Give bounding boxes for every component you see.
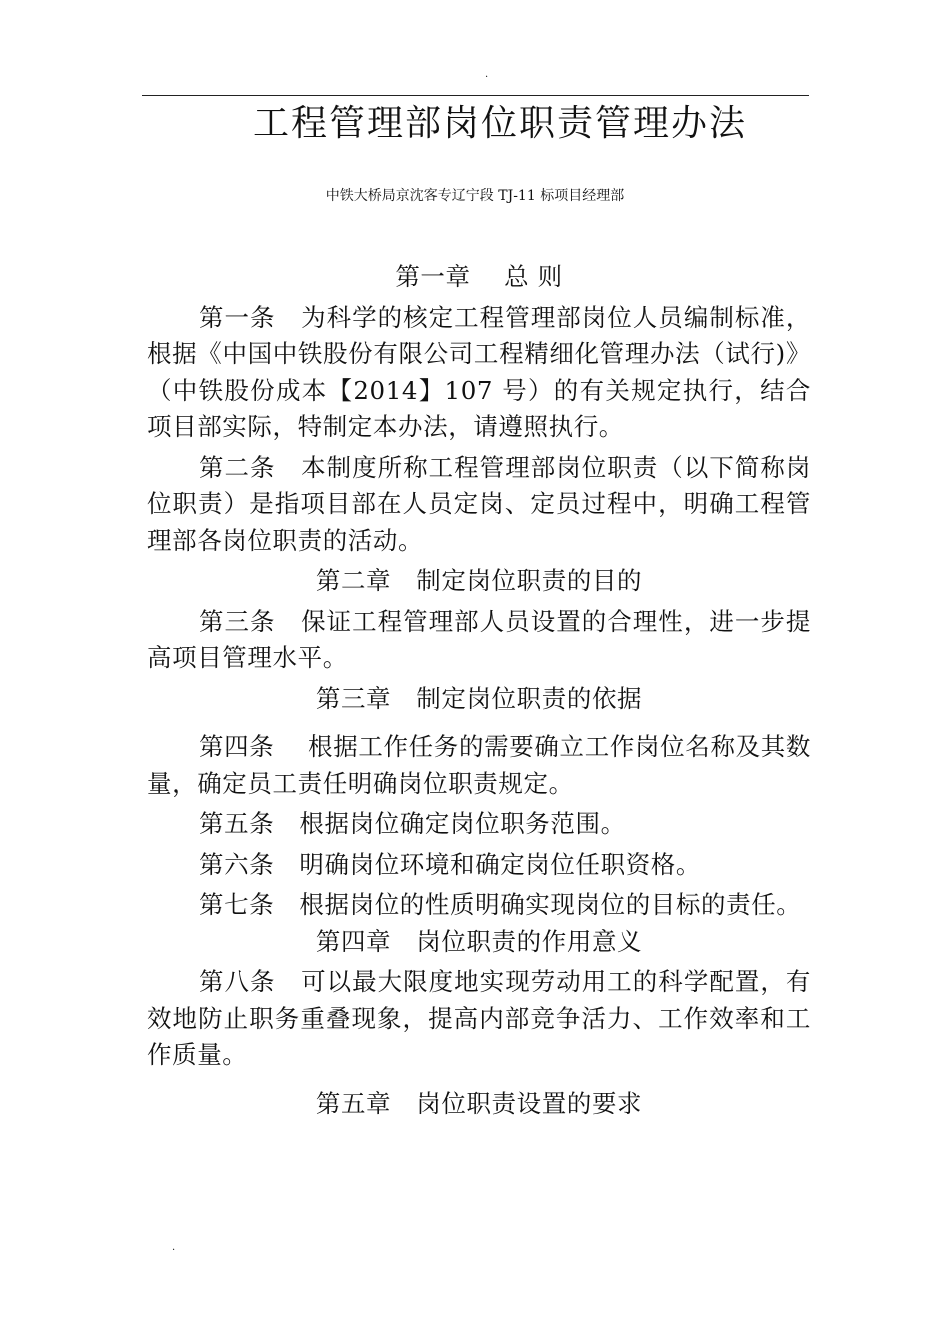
article-8: 第八条 可以最大限度地实现劳动用工的科学配置，有效地防止职务重叠现象，提高内部竞争活力、工作效率和工作质量。 [147, 967, 811, 1069]
chapter-2-heading: 第二章 制定岗位职责的目的 [315, 566, 643, 595]
article-3: 第三条 保证工程管理部人员设置的合理性，进一步提高项目管理水平。 [147, 606, 811, 672]
article-2: 第二条 本制度所称工程管理部岗位职责（以下简称岗位职责）是指项目部在人员定岗、定员过程中，明确工程管理部各岗位职责的活动。 [147, 452, 811, 555]
chapter-3-heading: 第三章 制定岗位职责的依据 [315, 683, 643, 713]
article-5: 第五条 根据岗位确定岗位职务范围。 [199, 809, 626, 838]
article-7: 第七条 根据岗位的性质明确实现岗位的目标的责任。 [199, 890, 802, 919]
footer-mark: . [172, 1242, 176, 1253]
chapter-1-heading: 第一章 总 则 [395, 262, 563, 291]
document-body [147, 259, 811, 1122]
chapter-5-heading: 第五章 岗位职责设置的要求 [315, 1088, 643, 1118]
document-title: 工程管理部岗位职责管理办法 [252, 103, 747, 144]
article-6: 第六条 明确岗位环境和确定岗位任职资格。 [199, 849, 701, 879]
header-rule [142, 95, 809, 96]
document-subtitle: 中铁大桥局京沈客专辽宁段 TJ-11 标项目经理部 [325, 188, 625, 204]
header-mark: . [485, 69, 489, 80]
article-4: 第四条 根据工作任务的需要确立工作岗位名称及其数量，确定员工责任明确岗位职责规定。 [147, 732, 811, 798]
chapter-4-heading: 第四章 岗位职责的作用意义 [315, 926, 643, 956]
article-1: 第一条 为科学的核定工程管理部岗位人员编制标准，根据《中国中铁股份有限公司工程精细化管理办法（试行)》（中铁股份成本【2014】107 号）的有关规定执行，结合项目部实际，特制定本办法，请遵照执行。 [147, 302, 811, 441]
